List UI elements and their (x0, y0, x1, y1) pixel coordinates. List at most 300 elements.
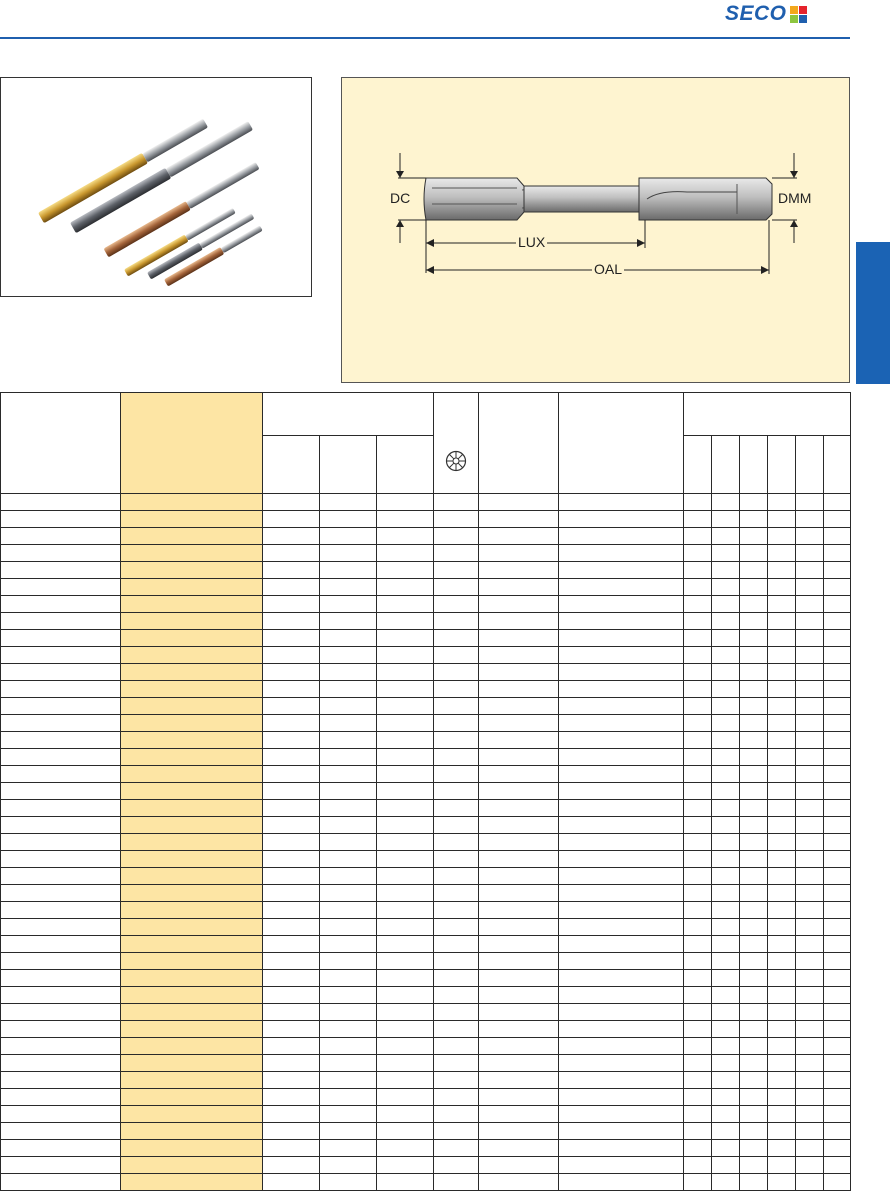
table-cell (434, 545, 479, 562)
table-cell (1, 732, 121, 749)
table-cell (740, 579, 768, 596)
table-cell (263, 885, 320, 902)
table-cell (377, 766, 434, 783)
seco-logo (725, 2, 807, 26)
table-cell (1, 1021, 121, 1038)
table-cell (740, 1140, 768, 1157)
table-cell (263, 851, 320, 868)
table-cell (263, 817, 320, 834)
table-cell (824, 1004, 851, 1021)
table-cell (479, 494, 559, 511)
table-row (1, 766, 851, 783)
table-cell-highlight (121, 528, 263, 545)
table-cell (559, 868, 684, 885)
table-cell (740, 987, 768, 1004)
table-cell (712, 919, 740, 936)
table-cell (479, 851, 559, 868)
table-cell (684, 885, 712, 902)
table-cell (479, 647, 559, 664)
table-cell (796, 885, 824, 902)
table-cell (740, 1157, 768, 1174)
table-cell (796, 681, 824, 698)
table-cell (796, 630, 824, 647)
table-cell (796, 817, 824, 834)
table-cell (320, 1038, 377, 1055)
table-cell (479, 970, 559, 987)
table-cell-highlight (121, 1106, 263, 1123)
table-cell (320, 1072, 377, 1089)
table-row (1, 1123, 851, 1140)
table-cell (559, 1157, 684, 1174)
table-cell (684, 613, 712, 630)
table-cell (559, 1123, 684, 1140)
table-cell (768, 545, 796, 562)
table-row (1, 953, 851, 970)
table-cell (320, 579, 377, 596)
table-cell (796, 800, 824, 817)
table-cell (320, 851, 377, 868)
table-cell (263, 1021, 320, 1038)
table-cell (434, 902, 479, 919)
table-cell (684, 664, 712, 681)
table-cell (768, 919, 796, 936)
table-cell (768, 936, 796, 953)
table-cell (824, 749, 851, 766)
table-cell (559, 902, 684, 919)
table-cell (263, 698, 320, 715)
table-cell (320, 834, 377, 851)
table-cell (434, 664, 479, 681)
table-cell (712, 1038, 740, 1055)
table-cell (377, 545, 434, 562)
table-cell (559, 834, 684, 851)
table-cell (434, 817, 479, 834)
table-cell (796, 749, 824, 766)
table-cell (740, 1021, 768, 1038)
table-cell (1, 1089, 121, 1106)
table-cell-highlight (121, 851, 263, 868)
table-cell (796, 1004, 824, 1021)
table-cell (740, 664, 768, 681)
table-cell (712, 766, 740, 783)
table-cell (768, 494, 796, 511)
table-cell (479, 1004, 559, 1021)
table-cell (684, 562, 712, 579)
table-cell (712, 800, 740, 817)
table-row (1, 919, 851, 936)
table-cell (684, 715, 712, 732)
table-cell (768, 511, 796, 528)
table-cell (712, 613, 740, 630)
table-cell (740, 1004, 768, 1021)
table-cell (712, 902, 740, 919)
table-cell (320, 936, 377, 953)
header-group-cell (684, 393, 851, 436)
table-cell (320, 766, 377, 783)
table-cell (559, 1174, 684, 1191)
table-cell (434, 885, 479, 902)
table-cell (1, 630, 121, 647)
table-cell (263, 1140, 320, 1157)
table-cell (796, 528, 824, 545)
table-cell (263, 613, 320, 630)
table-cell (740, 528, 768, 545)
table-cell (712, 817, 740, 834)
table-header-row-1 (1, 393, 851, 436)
table-cell (1, 1055, 121, 1072)
table-cell (768, 596, 796, 613)
coolant-through-icon (445, 450, 467, 472)
table-cell (796, 715, 824, 732)
table-cell (712, 1004, 740, 1021)
table-cell (559, 664, 684, 681)
table-cell-highlight (121, 868, 263, 885)
table-cell (434, 528, 479, 545)
dc-label: DC (390, 190, 411, 206)
table-cell-highlight (121, 579, 263, 596)
table-cell (740, 562, 768, 579)
table-cell (479, 579, 559, 596)
table-cell (263, 1055, 320, 1072)
table-cell (824, 613, 851, 630)
table-row (1, 579, 851, 596)
table-cell-highlight (121, 902, 263, 919)
table-cell (377, 834, 434, 851)
table-cell (1, 715, 121, 732)
table-cell (684, 970, 712, 987)
table-cell (740, 545, 768, 562)
table-cell (824, 868, 851, 885)
table-row (1, 1055, 851, 1072)
table-cell (796, 562, 824, 579)
table-cell (824, 494, 851, 511)
table-cell (559, 919, 684, 936)
header-subcell (377, 436, 434, 494)
table-row (1, 936, 851, 953)
table-cell (263, 1106, 320, 1123)
table-cell (263, 1157, 320, 1174)
table-cell (263, 494, 320, 511)
table-cell (684, 511, 712, 528)
table-cell (263, 953, 320, 970)
table-cell (740, 681, 768, 698)
table-row (1, 817, 851, 834)
table-cell (712, 494, 740, 511)
table-cell (768, 1055, 796, 1072)
table-cell (712, 630, 740, 647)
table-cell (768, 987, 796, 1004)
oal-label: OAL (594, 261, 623, 277)
table-cell (684, 1055, 712, 1072)
table-cell (479, 919, 559, 936)
table-row (1, 987, 851, 1004)
table-row (1, 1072, 851, 1089)
table-cell (796, 596, 824, 613)
table-cell (712, 885, 740, 902)
table-cell (434, 953, 479, 970)
table-cell-highlight (121, 800, 263, 817)
table-cell (824, 936, 851, 953)
table-cell (559, 1140, 684, 1157)
table-cell (434, 1089, 479, 1106)
table-cell (684, 698, 712, 715)
table-row (1, 1021, 851, 1038)
table-cell (320, 885, 377, 902)
table-cell (377, 970, 434, 987)
table-cell (434, 1004, 479, 1021)
table-cell (434, 970, 479, 987)
table-cell-highlight (121, 749, 263, 766)
table-cell (796, 1123, 824, 1140)
table-cell (1, 936, 121, 953)
table-cell (377, 1089, 434, 1106)
table-cell (377, 1140, 434, 1157)
table-cell (796, 851, 824, 868)
table-cell (824, 783, 851, 800)
table-cell (768, 885, 796, 902)
table-cell (824, 851, 851, 868)
table-cell (434, 681, 479, 698)
table-cell (377, 851, 434, 868)
table-cell (320, 528, 377, 545)
table-cell (684, 494, 712, 511)
table-cell (559, 800, 684, 817)
table-cell (479, 664, 559, 681)
table-cell (740, 1174, 768, 1191)
table-cell (740, 511, 768, 528)
table-cell (559, 987, 684, 1004)
table-cell-highlight (121, 1123, 263, 1140)
table-cell (263, 732, 320, 749)
table-row (1, 1140, 851, 1157)
table-cell (740, 1055, 768, 1072)
table-cell (684, 766, 712, 783)
table-cell (768, 902, 796, 919)
table-cell (1, 511, 121, 528)
table-cell (768, 817, 796, 834)
table-row (1, 511, 851, 528)
table-cell (479, 630, 559, 647)
table-cell (434, 834, 479, 851)
table-cell (824, 545, 851, 562)
table-cell (1, 1106, 121, 1123)
table-cell (434, 987, 479, 1004)
header-group-cell (263, 393, 434, 436)
table-cell (712, 970, 740, 987)
table-cell-highlight (121, 1055, 263, 1072)
table-row (1, 1038, 851, 1055)
table-cell (796, 1038, 824, 1055)
table-cell (434, 783, 479, 800)
table-cell (559, 1055, 684, 1072)
table-cell (796, 953, 824, 970)
table-row (1, 834, 851, 851)
table-cell (1, 766, 121, 783)
table-cell-highlight (121, 494, 263, 511)
table-cell-highlight (121, 715, 263, 732)
table-row (1, 885, 851, 902)
table-cell (434, 630, 479, 647)
table-cell (263, 1174, 320, 1191)
table-cell (1, 970, 121, 987)
table-cell (768, 1106, 796, 1123)
table-cell (1, 800, 121, 817)
table-cell (559, 494, 684, 511)
table-cell (320, 902, 377, 919)
table-cell (684, 1174, 712, 1191)
table-cell (684, 1123, 712, 1140)
table-cell (479, 1157, 559, 1174)
table-cell (377, 817, 434, 834)
table-cell (263, 987, 320, 1004)
table-cell (320, 868, 377, 885)
table-cell (768, 868, 796, 885)
table-cell-highlight (121, 647, 263, 664)
table-cell (684, 749, 712, 766)
table-cell (796, 919, 824, 936)
table-cell (377, 715, 434, 732)
header-cell (1, 393, 121, 494)
table-row (1, 1157, 851, 1174)
table-cell (768, 681, 796, 698)
table-cell (559, 1106, 684, 1123)
table-row (1, 494, 851, 511)
table-cell (768, 953, 796, 970)
table-cell (684, 1038, 712, 1055)
table-cell (712, 562, 740, 579)
table-cell-highlight (121, 630, 263, 647)
table-cell (479, 885, 559, 902)
table-cell (559, 749, 684, 766)
table-cell (479, 545, 559, 562)
table-cell-highlight (121, 732, 263, 749)
table-cell (740, 732, 768, 749)
table-cell (263, 1089, 320, 1106)
table-cell (559, 647, 684, 664)
table-row (1, 1089, 851, 1106)
table-cell (263, 528, 320, 545)
table-row (1, 647, 851, 664)
table-cell (479, 613, 559, 630)
table-cell (712, 749, 740, 766)
header-cell-highlight (121, 393, 263, 494)
table-cell (768, 783, 796, 800)
table-cell (1, 494, 121, 511)
table-cell (768, 800, 796, 817)
product-photo (0, 77, 312, 297)
table-cell (740, 834, 768, 851)
table-cell (740, 1123, 768, 1140)
table-cell-highlight (121, 1004, 263, 1021)
table-cell (768, 732, 796, 749)
table-cell (712, 664, 740, 681)
table-cell (559, 613, 684, 630)
table-cell (1, 851, 121, 868)
table-cell (320, 919, 377, 936)
table-cell (796, 1072, 824, 1089)
table-cell (377, 749, 434, 766)
table-cell (320, 1174, 377, 1191)
table-cell (712, 1072, 740, 1089)
table-row (1, 681, 851, 698)
table-cell (377, 1038, 434, 1055)
table-cell (434, 766, 479, 783)
header-cell (479, 393, 559, 494)
table-cell (479, 834, 559, 851)
table-cell (796, 1157, 824, 1174)
table-cell (1, 681, 121, 698)
table-cell (824, 1072, 851, 1089)
table-cell (434, 732, 479, 749)
table-cell (1, 579, 121, 596)
header-cell (559, 393, 684, 494)
table-row (1, 698, 851, 715)
table-cell (684, 783, 712, 800)
table-cell (1, 749, 121, 766)
table-cell (796, 1106, 824, 1123)
table-cell (479, 1021, 559, 1038)
table-cell (768, 528, 796, 545)
header-subcell (740, 436, 768, 494)
table-cell (479, 511, 559, 528)
table-cell-highlight (121, 817, 263, 834)
table-cell (740, 494, 768, 511)
table-cell (824, 1106, 851, 1123)
table-cell (824, 1055, 851, 1072)
table-cell (1, 817, 121, 834)
table-cell (796, 868, 824, 885)
table-cell (684, 1140, 712, 1157)
table-cell (320, 970, 377, 987)
table-row (1, 664, 851, 681)
table-cell (684, 834, 712, 851)
table-cell (740, 953, 768, 970)
table-cell (434, 494, 479, 511)
table-cell (796, 647, 824, 664)
table-cell (479, 698, 559, 715)
table-cell (434, 698, 479, 715)
table-cell (684, 953, 712, 970)
table-cell (1, 613, 121, 630)
table-cell (768, 613, 796, 630)
table-cell (712, 596, 740, 613)
table-cell-highlight (121, 834, 263, 851)
table-cell (434, 715, 479, 732)
table-row (1, 749, 851, 766)
table-cell (1, 1174, 121, 1191)
table-row (1, 1004, 851, 1021)
table-cell (479, 1055, 559, 1072)
table-cell (712, 834, 740, 851)
table-cell (320, 596, 377, 613)
table-cell (320, 494, 377, 511)
table-cell-highlight (121, 1089, 263, 1106)
table-cell (1, 545, 121, 562)
table-cell (1, 1157, 121, 1174)
table-cell (740, 766, 768, 783)
table-cell (377, 1055, 434, 1072)
table-cell (796, 698, 824, 715)
table-cell (796, 664, 824, 681)
table-cell (377, 919, 434, 936)
table-cell (377, 885, 434, 902)
table-cell (684, 1072, 712, 1089)
table-cell (712, 715, 740, 732)
table-cell (712, 545, 740, 562)
table-cell-highlight (121, 681, 263, 698)
brand-name: SECO (725, 2, 787, 25)
table-cell (434, 613, 479, 630)
